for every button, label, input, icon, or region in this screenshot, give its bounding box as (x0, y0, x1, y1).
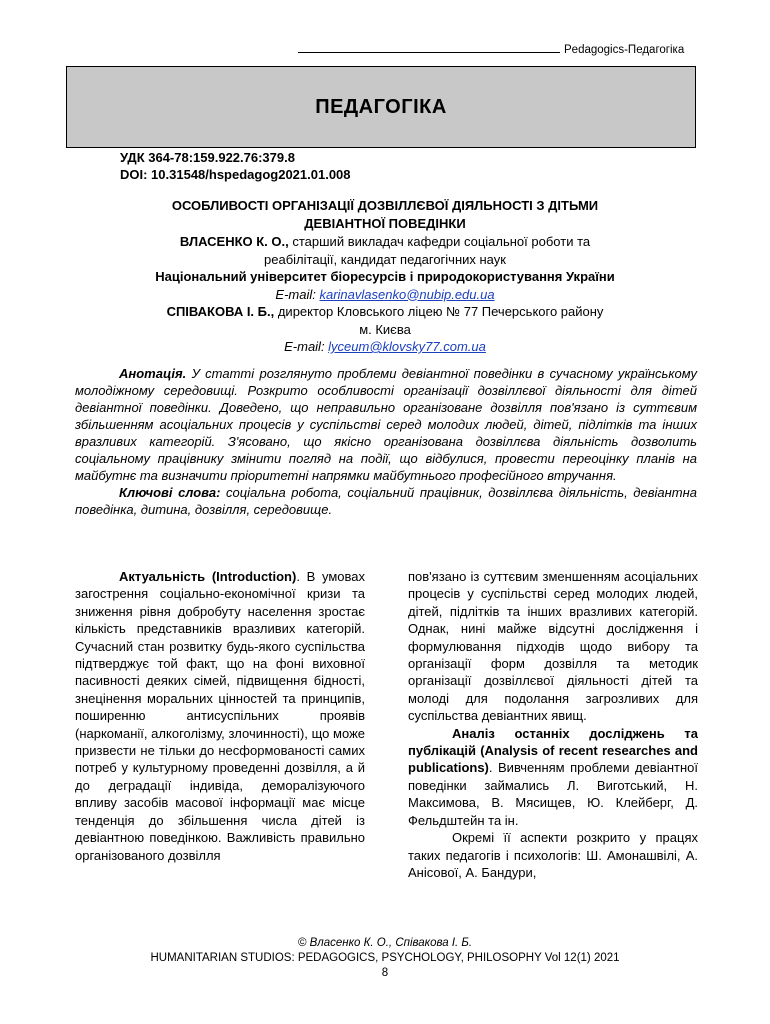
author2-position-2: м. Києва (359, 321, 411, 337)
intro-heading: Актуальність (Introduction) (119, 569, 297, 584)
analysis-heading: Аналіз останніх досліджень та публікацій (Analysis of recent researches and publications) (408, 725, 698, 776)
article-title (60, 197, 710, 232)
author2-email-label: E-mail: (284, 339, 329, 354)
right-column (408, 568, 698, 881)
title-line-1: ОСОБЛИВОСТІ ОРГАНІЗАЦІЇ ДОЗВІЛЛЄВОЇ ДІЯЛЬНОСТІ З ДІТЬМИ (171, 198, 599, 213)
footer (0, 936, 770, 981)
left-column (75, 568, 365, 864)
header-rule (298, 42, 560, 53)
right-paragraph-3: Окремі її аспекти розкрито у працях таких педагогів і психологів: Ш. Амонашвілі, А. Анісової, А. Бандури, (408, 830, 698, 880)
author2-line (60, 303, 710, 321)
footer-journal: HUMANITARIAN STUDIOS: PEDAGOGICS, PSYCHOLOGY, PHILOSOPHY Vol 12(1) 2021 (150, 952, 620, 964)
author2-name: СПІВАКОВА І. Б., (166, 304, 275, 319)
right-paragraph-1: пов'язано із суттєвим зменшенням асоціальних процесів у суспільстві серед молодих людей, дітей, підлітків та інших вразливих категорій. Однак, нині майже відсутні дослідження і формулювання підходів щодо вибору та організації форм дозвілля та методик організації дозвіллєвої діяльності дітей та молоді для подолання загрозливих для суспільства девіантних явищ. (408, 569, 698, 724)
abstract-paragraph (75, 365, 697, 484)
author1-position-2: реабілітації, кандидат педагогічних наук (264, 251, 506, 267)
udc: УДК 364-78:159.922.76:379.8 (120, 150, 295, 165)
keywords-text: соціальна робота, соціальний працівник, дозвіллєва діяльність, девіантна поведінка, дитина, дозвілля, середовище. (75, 485, 697, 517)
doi: DOI: 10.31548/hspedagog2021.01.008 (120, 167, 351, 182)
section-title: ПЕДАГОГІКА (315, 95, 447, 118)
page-number: 8 (381, 967, 389, 979)
author1-email-label: E-mail: (275, 286, 320, 302)
running-head (298, 42, 698, 56)
author-block (60, 233, 710, 356)
author2-email-line (60, 338, 710, 356)
footer-copyright: © Власенко К. О., Співакова І. Б. (297, 937, 473, 949)
running-head-text: Pedagogics-Педагогіка (564, 44, 685, 56)
author1-line (60, 233, 710, 251)
title-line-2: ДЕВІАНТНОЇ ПОВЕДІНКИ (304, 215, 466, 231)
intro-text: . В умовах загострення соціально-економічної кризи та зниження рівня добробуту населення зростає кількість представників вразливих категорій. Сучасний стан розвитку будь-якого суспільства підтверджує той факт, що на фоні виховної пасивності деяких сімей, підвищення бідності, знецінення моральних цінностей та принципів, поширенню антисуспільних проявів (наркоманії, алкоголізму, злочинності), що може призвести не тільки до несформованості самих потреб у культурному проведенні дозвілля, а й до деградації індивіда, деморалізуючого впливу засобів масової інформації має місце тенденція до збільшення числа дітей із девіантною поведінкою. Важливість правильно організованого дозвілля (75, 569, 365, 863)
author1-email-line (60, 286, 710, 304)
author1-position-1: старший викладач кафедри соціальної роботи та (288, 234, 591, 249)
author1-affiliation: Національний університет біоресурсів і природокористування України (155, 269, 615, 284)
abstract-text: У статті розглянуто проблеми девіантної поведінки в сучасному українському молодіжному середовищі. Розкрито особливості організації дозвіллєвої діяльності для дітей девіантної поведінки. Доведено, що неправильно організоване дозвілля пов'язано із суттєвим збільшенням асоціальних процесів у суспільстві серед молодих людей, дітей, підлітків та інших вразливих категорій. З'ясовано, що якісно організована дозвіллєва діяльність дозволить соціальному працівнику змінити погляд на події, що відбулися, провести переоцінку планів на майбутнє та визначити пріоритетні напрямки майбутнього професійного втручання. (75, 366, 697, 483)
author1-name: ВЛАСЕНКО К. О., (179, 234, 289, 249)
keywords-paragraph (75, 484, 697, 518)
author2-position-1: директор Кловського ліцею № 77 Печерського району (274, 304, 604, 319)
author2-email-link[interactable]: lyceum@klovsky77.com.ua (328, 339, 486, 354)
analysis-text: . Вивченням проблеми девіантної поведінки займались Л. Виготський, Н. Максимова, В. Мясищев, Ю. Клейберг, Д. Фельдштейн та ін. (408, 760, 698, 828)
analysis-paragraph (408, 725, 698, 829)
author1-email-link[interactable]: karinavlasenko@nubip.edu.ua (319, 286, 495, 302)
section-banner (66, 66, 696, 148)
abstract (75, 365, 697, 518)
intro-paragraph (75, 568, 365, 864)
keywords-label: Ключові слова: (119, 485, 221, 500)
abstract-label: Анотація. (119, 366, 187, 381)
